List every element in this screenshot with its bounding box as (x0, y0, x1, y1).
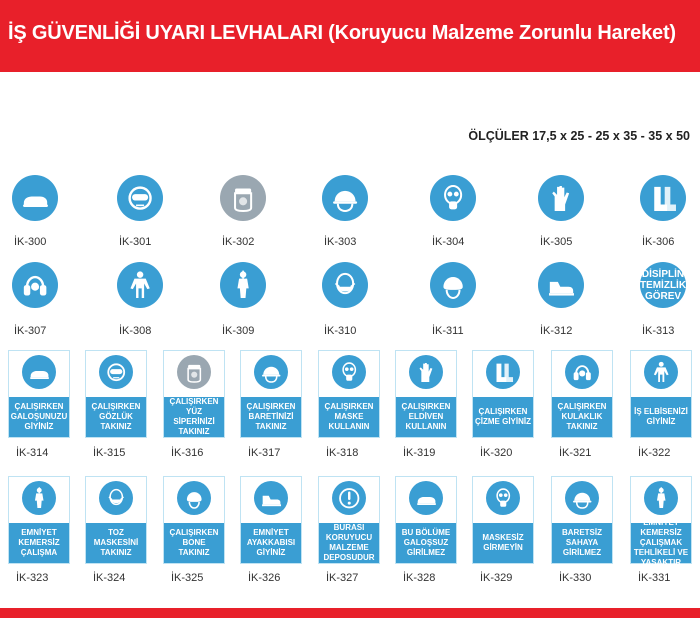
sign-İK-317 (240, 350, 302, 438)
sign-code: İK-311 (432, 325, 464, 337)
sign-İK-309 (220, 262, 266, 308)
dust-mask-icon (99, 481, 133, 515)
sign-text: TOZ MASKESİNİ TAKINIZ (86, 523, 146, 563)
gas-mask-icon (332, 355, 366, 389)
sign-İK-304 (430, 175, 476, 221)
sign-code: İK-307 (14, 325, 47, 337)
sign-İK-302 (220, 175, 266, 221)
sign-text: BU BÖLÜME GALOŞSUZ GİRİLMEZ (396, 523, 456, 563)
sign-code: İK-308 (119, 325, 152, 337)
sign-İK-305 (538, 175, 584, 221)
sign-text: ÇALIŞIRKEN BARETİNİZİ TAKINIZ (241, 397, 301, 437)
sign-code: İK-330 (559, 572, 592, 584)
sign-code: İK-317 (248, 447, 281, 459)
sign-code: İK-301 (119, 236, 152, 248)
sign-code: İK-314 (16, 447, 49, 459)
sign-code: İK-300 (14, 236, 47, 248)
sign-text: ÇALIŞIRKEN MASKE KULLANIN (319, 397, 379, 437)
sign-text: ÇALIŞIRKEN ELDİVEN KULLANIN (396, 397, 456, 437)
exclamation-icon (332, 481, 366, 515)
sign-code: İK-303 (324, 236, 357, 248)
sign-code: İK-310 (324, 325, 357, 337)
sign-İK-327 (318, 476, 380, 564)
sign-code: İK-313 (642, 325, 675, 337)
sign-İK-307 (12, 262, 58, 308)
face-shield-icon (177, 355, 211, 389)
sign-code: İK-331 (638, 572, 671, 584)
sign-İK-313 (640, 262, 686, 308)
sign-İK-328 (395, 476, 457, 564)
boots-icon (486, 355, 520, 389)
hard-hat-icon (565, 481, 599, 515)
sign-İK-323 (8, 476, 70, 564)
sign-code: İK-318 (326, 447, 359, 459)
sign-code: İK-302 (222, 236, 255, 248)
sign-İK-326 (240, 476, 302, 564)
sign-İK-320 (472, 350, 534, 438)
page-title: İŞ GÜVENLİĞİ UYARI LEVHALARI (Koruyucu Malzeme Zorunlu Hareket) (8, 22, 676, 44)
overalls-icon (644, 355, 678, 389)
hard-hat-icon (254, 355, 288, 389)
sign-İK-321 (551, 350, 613, 438)
sign-İK-329 (472, 476, 534, 564)
sign-İK-318 (318, 350, 380, 438)
sign-İK-314 (8, 350, 70, 438)
sign-code: İK-325 (171, 572, 204, 584)
sign-İK-300 (12, 175, 58, 221)
sign-code: İK-315 (93, 447, 126, 459)
sign-code: İK-305 (540, 236, 573, 248)
sign-İK-306 (640, 175, 686, 221)
sign-İK-322 (630, 350, 692, 438)
sign-text: İŞ ELBİSENİZİ GİYİNİZ (631, 397, 691, 437)
sign-İK-308 (117, 262, 163, 308)
sign-text: ÇALIŞIRKEN GÖZLÜK TAKINIZ (86, 397, 146, 437)
sign-text: EMNİYET KEMERSİZ ÇALIŞMA (9, 523, 69, 563)
sign-code: İK-324 (93, 572, 126, 584)
sign-text: ÇALIŞIRKEN BONE TAKINIZ (164, 523, 224, 563)
sign-İK-316 (163, 350, 225, 438)
shoe-cover-icon (22, 355, 56, 389)
gloves-icon (409, 355, 443, 389)
sign-code: İK-328 (403, 572, 436, 584)
gas-mask-icon (486, 481, 520, 515)
sign-code: İK-306 (642, 236, 675, 248)
sign-text: ÇALIŞIRKEN YÜZ SİPERİNİZİ TAKINIZ (164, 397, 224, 437)
sign-text: EMNİYET KEMERSİZ ÇALIŞMAK TEHLİKELİ VE YASAKTIR (631, 523, 691, 563)
sign-İK-315 (85, 350, 147, 438)
sign-text: MASKESİZ GİRMEYİN (473, 523, 533, 563)
sign-İK-324 (85, 476, 147, 564)
sign-code: İK-319 (403, 447, 436, 459)
hair-net-icon (177, 481, 211, 515)
sign-text: BURASI KORUYUCU MALZEME DEPOSUDUR (319, 523, 379, 563)
sign-text: EMNİYET AYAKKABISI GİYİNİZ (241, 523, 301, 563)
sign-İK-312 (538, 262, 584, 308)
safety-shoe-icon (254, 481, 288, 515)
harness-icon (644, 481, 678, 515)
dimensions-text: ÖLÇÜLER 17,5 x 25 - 25 x 35 - 35 x 50 (468, 129, 690, 143)
sign-code: İK-322 (638, 447, 671, 459)
sign-code: İK-327 (326, 572, 359, 584)
sign-text: ÇALIŞIRKEN KULAKLIK TAKINIZ (552, 397, 612, 437)
sign-text: ÇALIŞIRKEN GALOŞUNUZU GİYİNİZ (9, 397, 69, 437)
sign-code: İK-312 (540, 325, 573, 337)
sign-code: İK-320 (480, 447, 513, 459)
sign-code: İK-309 (222, 325, 255, 337)
sign-İK-311 (430, 262, 476, 308)
sign-text: ÇALIŞIRKEN ÇİZME GİYİNİZ (473, 397, 533, 437)
bottom-bar (0, 608, 700, 618)
sign-code: İK-304 (432, 236, 465, 248)
sign-İK-301 (117, 175, 163, 221)
sign-code: İK-329 (480, 572, 513, 584)
sign-İK-303 (322, 175, 368, 221)
sign-text: BARETSİZ SAHAYA GİRİLMEZ (552, 523, 612, 563)
harness-icon (22, 481, 56, 515)
sign-İK-325 (163, 476, 225, 564)
sign-İK-330 (551, 476, 613, 564)
goggles-icon (99, 355, 133, 389)
sign-code: İK-321 (559, 447, 592, 459)
sign-İK-331 (630, 476, 692, 567)
sign-code: İK-326 (248, 572, 281, 584)
shoe-cover-icon (409, 481, 443, 515)
sign-code: İK-316 (171, 447, 204, 459)
sign-İK-310 (322, 262, 368, 308)
sign-code: İK-323 (16, 572, 49, 584)
ear-protection-icon (565, 355, 599, 389)
sign-text: DİSİPLİN TEMİZLİK GÖREV (639, 268, 687, 302)
sign-İK-319 (395, 350, 457, 438)
